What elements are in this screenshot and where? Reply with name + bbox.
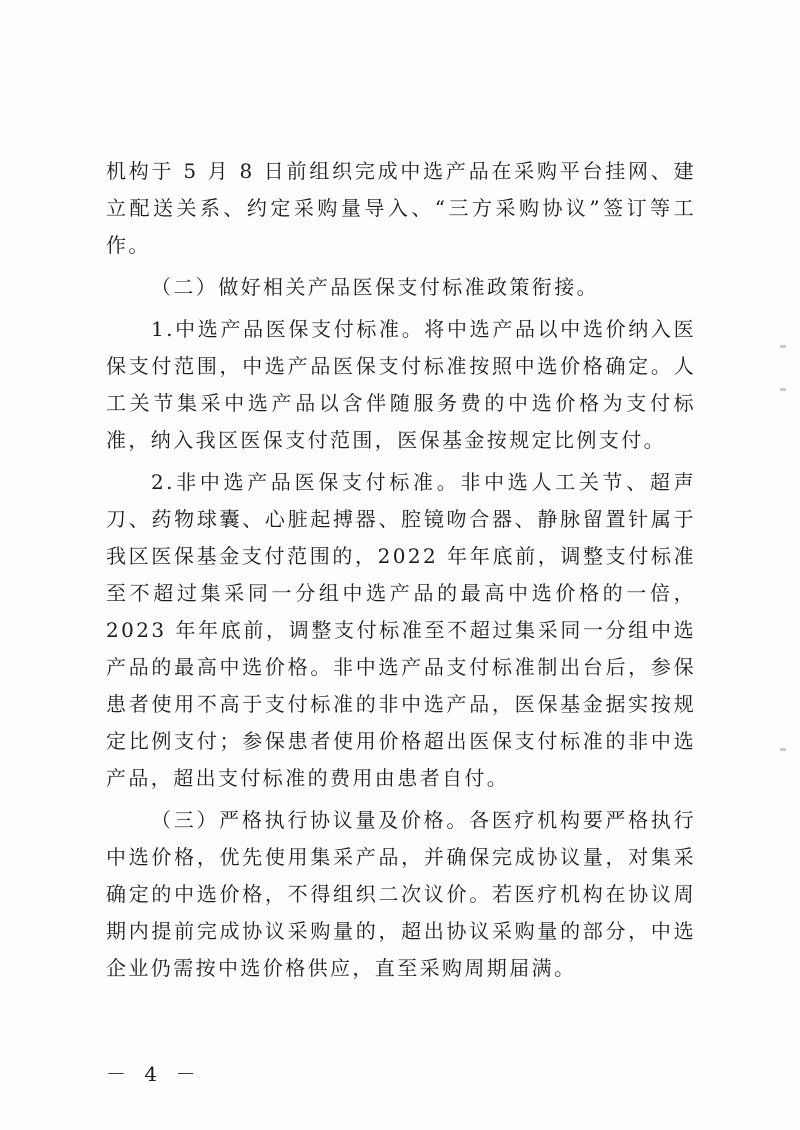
scan-speck — [780, 388, 786, 391]
paragraph-agreement-volume-price: （三）严格执行协议量及价格。各医疗机构要严格执行中选价格，优先使用集采产品，并确保完成协议量，对集采确定的中选价格，不得组织二次议价。若医疗机构在协议周期内提前完成协议采购量的，超出协议采购量的部分，中选企业仍需按中选价格供应，直至采购周期届满。 — [106, 808, 696, 980]
paragraph-continuation: 机构于 5 月 8 日前组织完成中选产品在采购平台挂网、建立配送关系、约定采购量导入、“三方采购协议”签订等工作。 — [106, 159, 696, 257]
paragraph-selected-products-standard: 1.中选产品医保支付标准。将中选产品以中选价纳入医保支付范围，中选产品医保支付标准按照中选价格确定。人工关节集采中选产品以含伴随服务费的中选价格为支付标准，纳入我区医保支付范围，医保基金按规定比例支付。 — [106, 317, 696, 452]
document-body — [106, 153, 696, 987]
scan-speck — [780, 748, 786, 751]
paragraph-non-selected-products-standard: 2.非中选产品医保支付标准。非中选人工关节、超声刀、药物球囊、心脏起搏器、腔镜吻合器、静脉留置针属于我区医保基金支付范围的，2022 年年底前，调整支付标准至不超过集采同一分组中选产品的最高中选价格的一倍，2023 年年底前，调整支付标准至不超过集采同一分组中选产品的最高中选价格。非中选产品支付标准制出台后，参保患者使用不高于支付标准的非中选产品，医保基金据实按规定比例支付；参保患者使用价格超出医保支付标准的非中选产品，超出支付标准的费用由患者自付。 — [106, 470, 696, 790]
page-number: － 4 － — [106, 1062, 202, 1086]
scan-speck — [780, 345, 786, 348]
section-heading-2: （二）做好相关产品医保支付标准政策衔接。 — [151, 275, 599, 299]
